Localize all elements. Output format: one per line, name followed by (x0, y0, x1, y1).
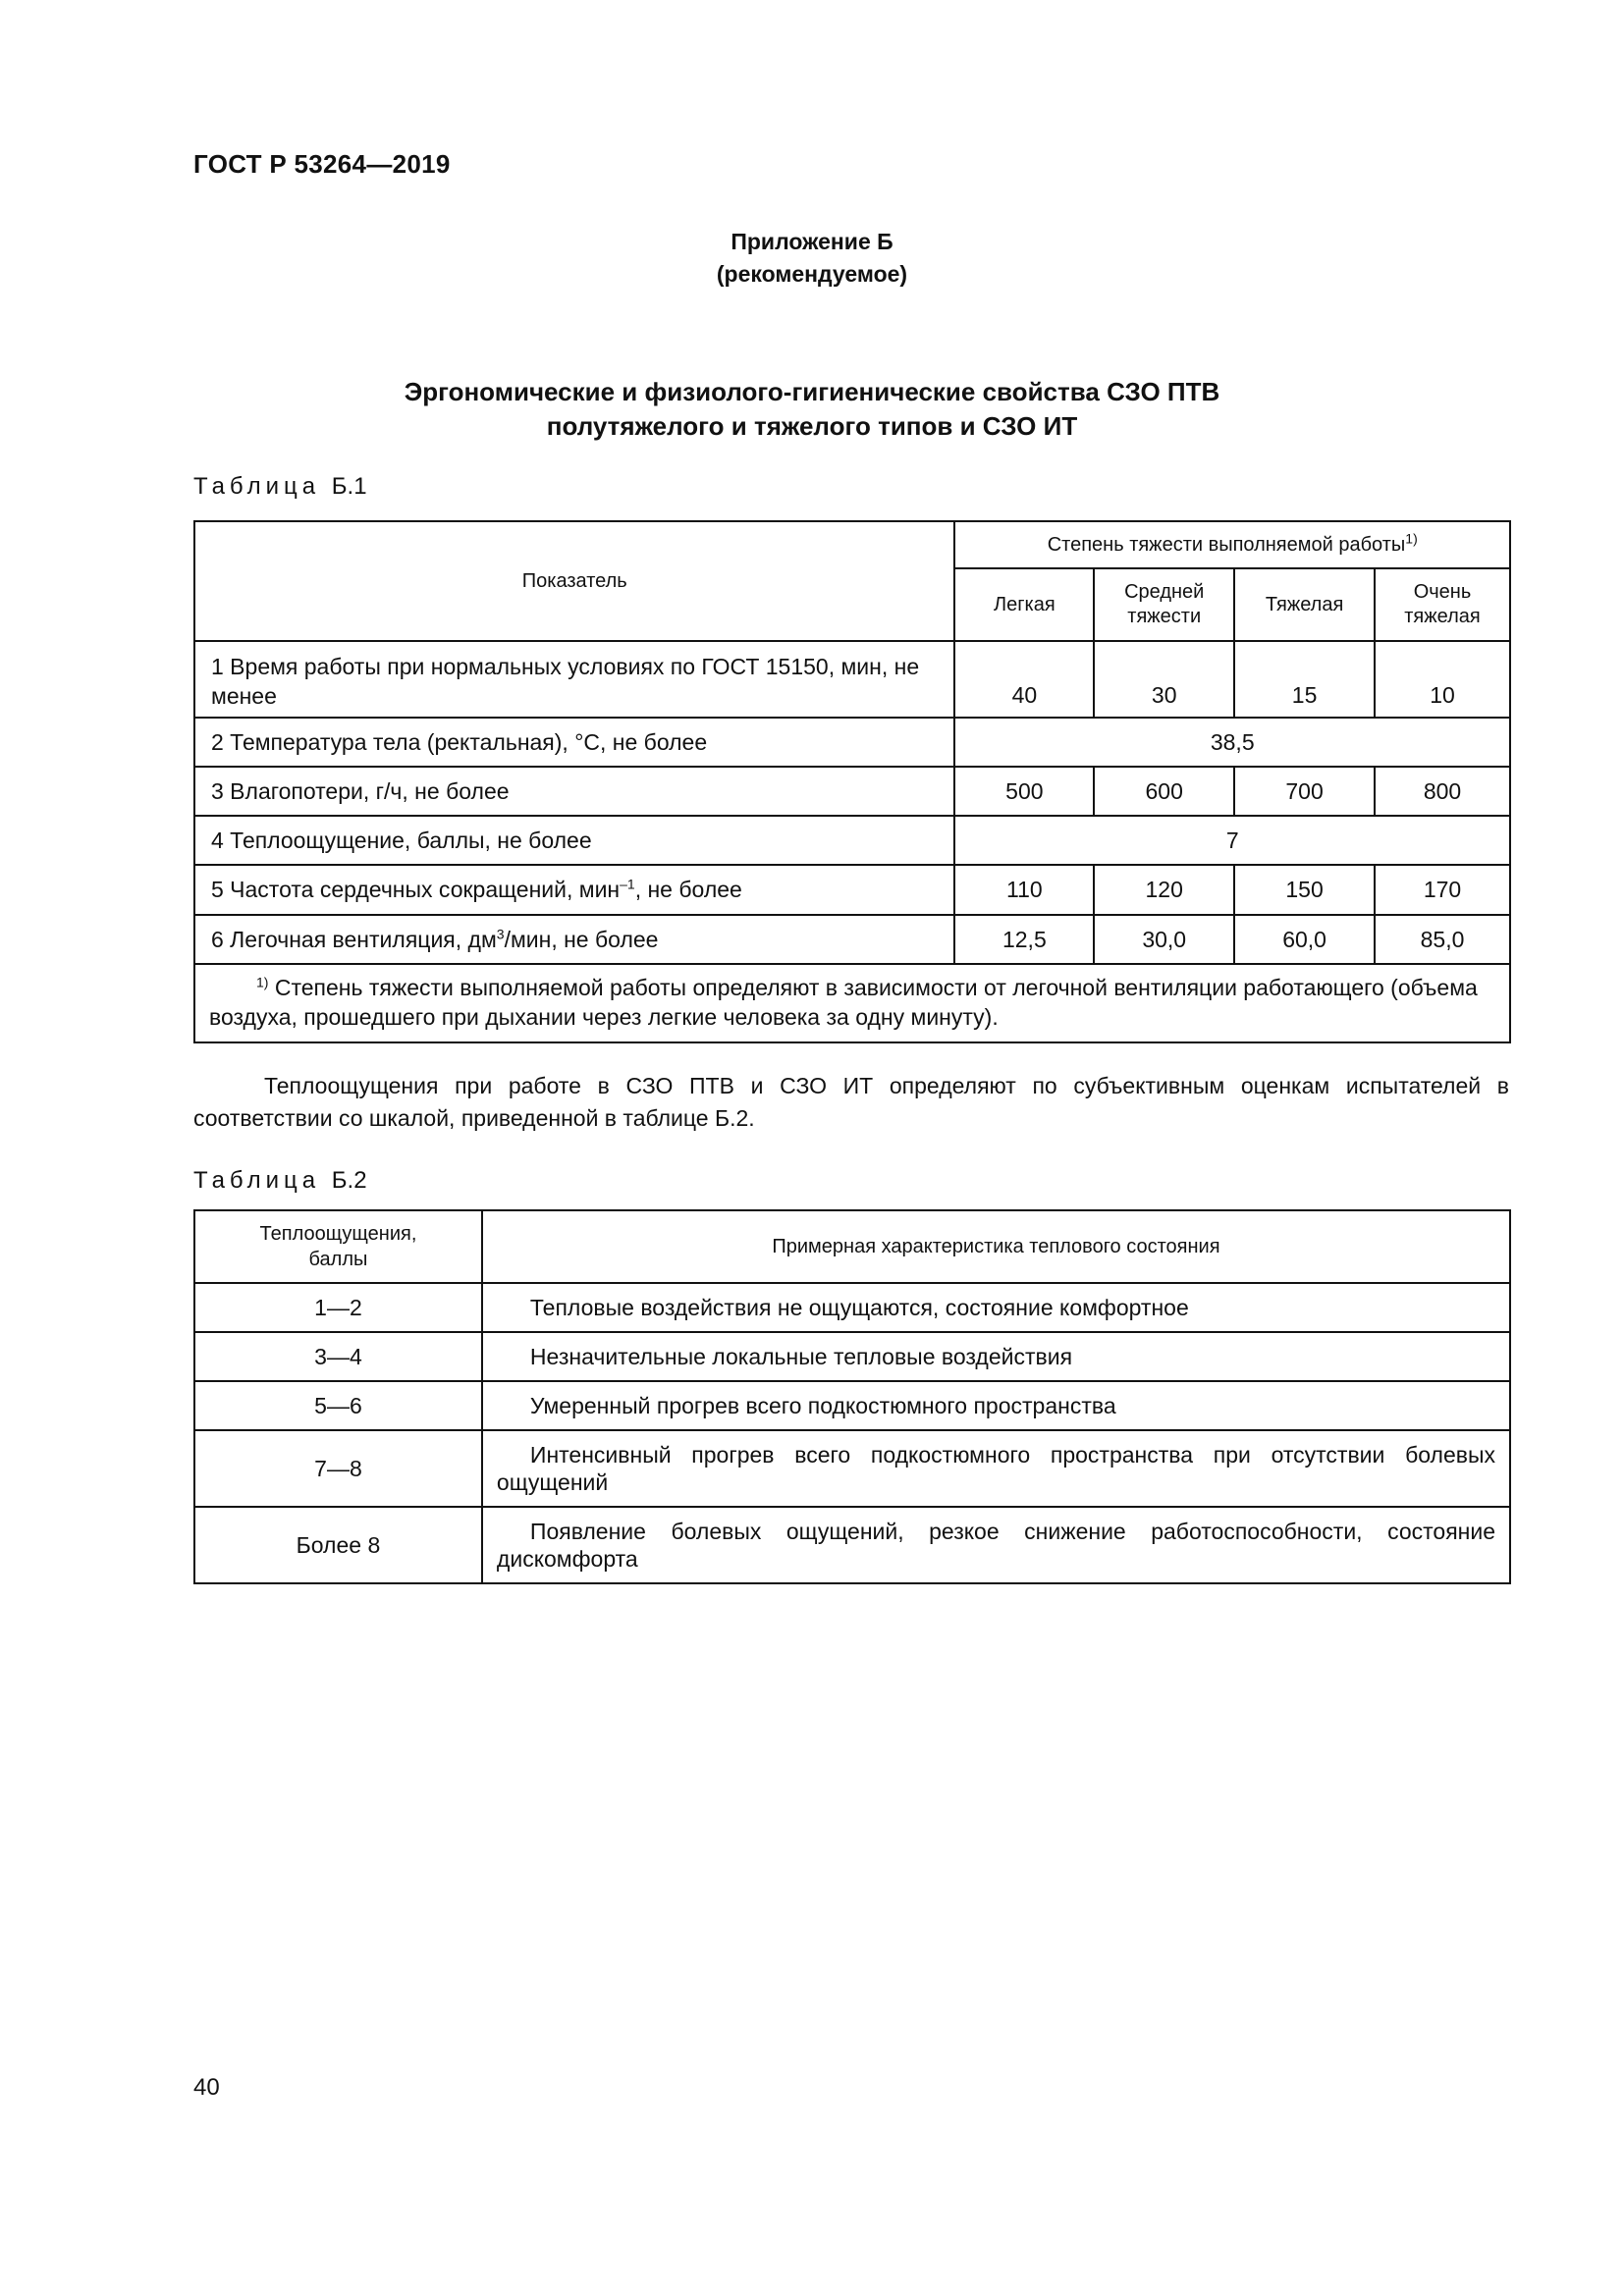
table-footnote-row (194, 964, 1510, 1042)
section-title-line2: полутяжелого и тяжелого типов и СЗО ИТ (546, 411, 1078, 441)
column-header-level: Очень тяжелая (1375, 568, 1510, 641)
table-cell: 60,0 (1234, 915, 1375, 964)
description-cell: Умеренный прогрев всего подкостюмного пространства (482, 1381, 1510, 1430)
table-row (194, 767, 1510, 816)
row-label: 2 Температура тела (ректальная), °С, не более (194, 718, 954, 767)
table-cell: 700 (1234, 767, 1375, 816)
table-row (194, 1381, 1510, 1430)
score-cell: 1—2 (194, 1283, 482, 1332)
table-cell: 600 (1094, 767, 1234, 816)
score-cell: 7—8 (194, 1430, 482, 1507)
row-label: 1 Время работы при нормальных условиях по ГОСТ 15150, мин, не менее (194, 641, 954, 718)
row-label: 6 Легочная вентиляция, $дм^3$/мин, не более (194, 915, 954, 964)
table-footnote: $^{1)}$ Степень тяжести выполняемой работы определяют в зависимости от легочной вентиляции работающего (объема воздуха, прошедшего при дыхании через легкие человека за одну минуту). (194, 964, 1510, 1042)
column-header-description: Примерная характеристика теплового состояния (482, 1210, 1510, 1283)
table-cell: 85,0 (1375, 915, 1510, 964)
footnote-marker: 1) (1405, 529, 1418, 546)
table-cell: 120 (1094, 865, 1234, 915)
table-cell: 30 (1094, 641, 1234, 718)
table-row (194, 1507, 1510, 1583)
table-cell-merged: 7 (954, 816, 1510, 865)
score-cell: Более 8 (194, 1507, 482, 1583)
table-cell: 150 (1234, 865, 1375, 915)
appendix-label: Приложение Б (731, 229, 893, 254)
row-label: 5 Частота сердечных сокращений, мин$^{-1}$, не более (194, 865, 954, 915)
table-cell: 800 (1375, 767, 1510, 816)
table-row (194, 1283, 1510, 1332)
table-cell-merged: 38,5 (954, 718, 1510, 767)
table2-caption-number: Б.2 (331, 1167, 367, 1194)
table-cell: 500 (954, 767, 1094, 816)
description-cell: Тепловые воздействия не ощущаются, состояние комфортное (482, 1283, 1510, 1332)
description-cell: Незначительные локальные тепловые воздействия (482, 1332, 1510, 1381)
table-row (194, 1332, 1510, 1381)
table2-caption (193, 1167, 367, 1195)
table2-caption-word: Таблица (193, 1167, 321, 1194)
table-cell: 15 (1234, 641, 1375, 718)
column-header-score: Теплоощущения, баллы (194, 1210, 482, 1283)
table-cell: 30,0 (1094, 915, 1234, 964)
table-row (194, 1430, 1510, 1507)
table1-caption-number: Б.1 (331, 473, 367, 500)
description-cell: Интенсивный прогрев всего подкостюмного пространства при отсутствии болевых ощущений (482, 1430, 1510, 1507)
table-row (194, 641, 1510, 718)
row-label: 3 Влагопотери, г/ч, не более (194, 767, 954, 816)
standard-header: ГОСТ Р 53264—2019 (193, 149, 451, 179)
section-title-line1: Эргономические и физиолого-гигиенические свойства СЗО ПТВ (404, 377, 1220, 406)
table-row (194, 816, 1510, 865)
column-header-group: Степень тяжести выполняемой работы$^{1)}$ (954, 521, 1510, 568)
body-paragraph: Теплоощущения при работе в СЗО ПТВ и СЗО ИТ определяют по субъективным оценкам испытателей в соответствии со шкалой, приведенной в таблице Б.2. (193, 1073, 1509, 1131)
table-cell: 12,5 (954, 915, 1094, 964)
table-b1 (193, 520, 1511, 1043)
table-row (194, 915, 1510, 964)
appendix-status: (рекомендуемое) (716, 261, 908, 287)
column-header-indicator: Показатель (194, 521, 954, 641)
score-cell: 3—4 (194, 1332, 482, 1381)
column-header-level: Легкая (954, 568, 1094, 641)
table-row (194, 865, 1510, 915)
table-cell: 10 (1375, 641, 1510, 718)
table1-caption (193, 473, 367, 501)
table-cell: 170 (1375, 865, 1510, 915)
row-label: 4 Теплоощущение, баллы, не более (194, 816, 954, 865)
table-cell: 110 (954, 865, 1094, 915)
description-cell: Появление болевых ощущений, резкое снижение работоспособности, состояние дискомфорта (482, 1507, 1510, 1583)
column-header-level: Тяжелая (1234, 568, 1375, 641)
page-number: 40 (193, 2074, 220, 2101)
score-cell: 5—6 (194, 1381, 482, 1430)
column-header-level: Средней тяжести (1094, 568, 1234, 641)
table1-caption-word: Таблица (193, 473, 321, 500)
table-row (194, 718, 1510, 767)
table-cell: 40 (954, 641, 1094, 718)
table-b2 (193, 1209, 1511, 1584)
